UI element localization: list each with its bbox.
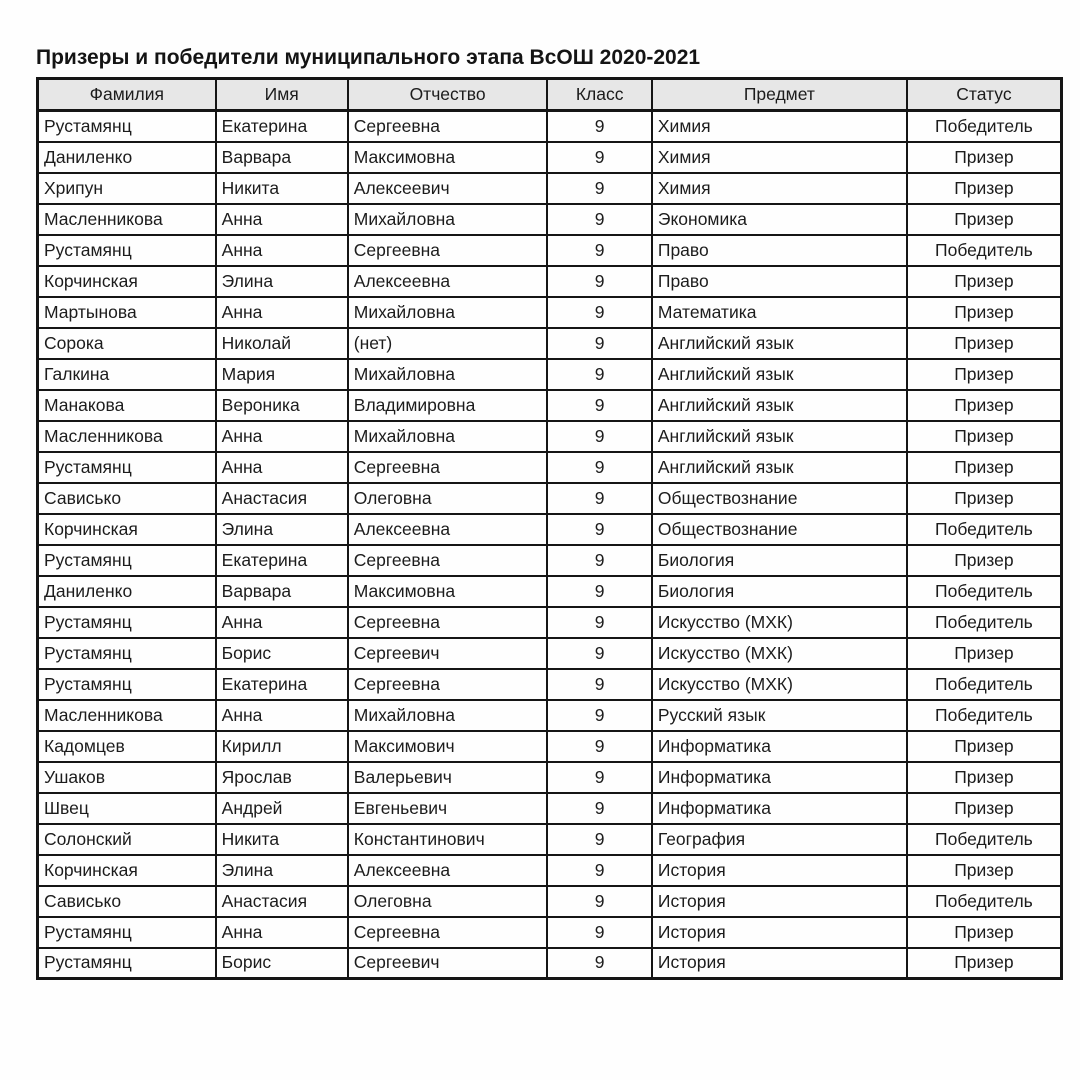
cell-subject: Обществознание bbox=[652, 514, 907, 545]
table-row bbox=[38, 731, 1062, 762]
cell-firstname: Варвара bbox=[216, 142, 348, 173]
cell-surname: Рустамянц bbox=[38, 917, 216, 948]
table-row bbox=[38, 328, 1062, 359]
cell-status: Призер bbox=[907, 297, 1062, 328]
cell-subject: Информатика bbox=[652, 793, 907, 824]
cell-surname: Солонский bbox=[38, 824, 216, 855]
table-row bbox=[38, 545, 1062, 576]
cell-grade: 9 bbox=[547, 545, 651, 576]
results-table bbox=[36, 77, 1063, 980]
cell-surname: Рустамянц bbox=[38, 607, 216, 638]
cell-surname: Рустамянц bbox=[38, 948, 216, 979]
cell-surname: Корчинская bbox=[38, 266, 216, 297]
cell-patronymic: Максимович bbox=[348, 731, 548, 762]
cell-subject: Английский язык bbox=[652, 452, 907, 483]
cell-grade: 9 bbox=[547, 142, 651, 173]
column-header-patronymic: Отчество bbox=[348, 79, 548, 111]
cell-status: Призер bbox=[907, 638, 1062, 669]
column-header-subject: Предмет bbox=[652, 79, 907, 111]
cell-patronymic: Сергеевич bbox=[348, 638, 548, 669]
cell-grade: 9 bbox=[547, 173, 651, 204]
table-row bbox=[38, 669, 1062, 700]
table-body bbox=[38, 111, 1062, 979]
table-row bbox=[38, 514, 1062, 545]
header-row bbox=[38, 79, 1062, 111]
cell-grade: 9 bbox=[547, 359, 651, 390]
table-row bbox=[38, 452, 1062, 483]
cell-firstname: Анна bbox=[216, 297, 348, 328]
table-row bbox=[38, 638, 1062, 669]
table-row bbox=[38, 142, 1062, 173]
cell-subject: Химия bbox=[652, 173, 907, 204]
cell-patronymic: Сергеевич bbox=[348, 948, 548, 979]
cell-patronymic: Сергеевна bbox=[348, 607, 548, 638]
table-row bbox=[38, 204, 1062, 235]
table-row bbox=[38, 793, 1062, 824]
cell-patronymic: Максимовна bbox=[348, 576, 548, 607]
cell-status: Победитель bbox=[907, 235, 1062, 266]
cell-grade: 9 bbox=[547, 855, 651, 886]
cell-patronymic: Сергеевна bbox=[348, 111, 548, 142]
cell-status: Призер bbox=[907, 483, 1062, 514]
cell-status: Призер bbox=[907, 948, 1062, 979]
page-title: Призеры и победители муниципального этапа ВсОШ 2020-2021 bbox=[36, 46, 701, 69]
table-header bbox=[38, 79, 1062, 111]
cell-subject: Искусство (МХК) bbox=[652, 607, 907, 638]
cell-grade: 9 bbox=[547, 731, 651, 762]
cell-patronymic: Константинович bbox=[348, 824, 548, 855]
table-row bbox=[38, 824, 1062, 855]
cell-patronymic: Олеговна bbox=[348, 886, 548, 917]
cell-subject: История bbox=[652, 917, 907, 948]
cell-patronymic: Максимовна bbox=[348, 142, 548, 173]
cell-patronymic: Сергеевна bbox=[348, 545, 548, 576]
cell-patronymic: Михайловна bbox=[348, 204, 548, 235]
cell-subject: Обществознание bbox=[652, 483, 907, 514]
cell-grade: 9 bbox=[547, 576, 651, 607]
cell-firstname: Элина bbox=[216, 266, 348, 297]
cell-patronymic: Алексеевна bbox=[348, 855, 548, 886]
cell-patronymic: (нет) bbox=[348, 328, 548, 359]
cell-subject: Английский язык bbox=[652, 328, 907, 359]
column-header-grade: Класс bbox=[547, 79, 651, 111]
cell-surname: Рустамянц bbox=[38, 545, 216, 576]
table-row bbox=[38, 483, 1062, 514]
cell-status: Призер bbox=[907, 917, 1062, 948]
cell-firstname: Анастасия bbox=[216, 886, 348, 917]
cell-status: Победитель bbox=[907, 111, 1062, 142]
cell-surname: Галкина bbox=[38, 359, 216, 390]
cell-patronymic: Михайловна bbox=[348, 297, 548, 328]
cell-grade: 9 bbox=[547, 793, 651, 824]
cell-status: Победитель bbox=[907, 700, 1062, 731]
cell-subject: История bbox=[652, 948, 907, 979]
cell-subject: Искусство (МХК) bbox=[652, 638, 907, 669]
table-row bbox=[38, 576, 1062, 607]
cell-firstname: Анна bbox=[216, 235, 348, 266]
cell-surname: Мартынова bbox=[38, 297, 216, 328]
cell-surname: Масленникова bbox=[38, 204, 216, 235]
cell-patronymic: Олеговна bbox=[348, 483, 548, 514]
cell-status: Победитель bbox=[907, 576, 1062, 607]
cell-status: Призер bbox=[907, 421, 1062, 452]
cell-patronymic: Владимировна bbox=[348, 390, 548, 421]
table-row bbox=[38, 855, 1062, 886]
cell-grade: 9 bbox=[547, 390, 651, 421]
cell-status: Победитель bbox=[907, 607, 1062, 638]
cell-grade: 9 bbox=[547, 111, 651, 142]
cell-surname: Масленникова bbox=[38, 700, 216, 731]
cell-grade: 9 bbox=[547, 297, 651, 328]
cell-firstname: Кирилл bbox=[216, 731, 348, 762]
cell-surname: Корчинская bbox=[38, 855, 216, 886]
cell-firstname: Варвара bbox=[216, 576, 348, 607]
cell-surname: Кадомцев bbox=[38, 731, 216, 762]
cell-subject: Экономика bbox=[652, 204, 907, 235]
cell-patronymic: Евгеньевич bbox=[348, 793, 548, 824]
cell-subject: Английский язык bbox=[652, 359, 907, 390]
cell-surname: Сависько bbox=[38, 886, 216, 917]
cell-surname: Корчинская bbox=[38, 514, 216, 545]
cell-surname: Ушаков bbox=[38, 762, 216, 793]
cell-firstname: Никита bbox=[216, 173, 348, 204]
table-row bbox=[38, 359, 1062, 390]
cell-status: Призер bbox=[907, 359, 1062, 390]
cell-subject: Искусство (МХК) bbox=[652, 669, 907, 700]
cell-patronymic: Сергеевна bbox=[348, 452, 548, 483]
cell-grade: 9 bbox=[547, 886, 651, 917]
table-row bbox=[38, 886, 1062, 917]
cell-status: Призер bbox=[907, 204, 1062, 235]
cell-grade: 9 bbox=[547, 669, 651, 700]
cell-surname: Сорока bbox=[38, 328, 216, 359]
cell-subject: География bbox=[652, 824, 907, 855]
cell-subject: Биология bbox=[652, 576, 907, 607]
cell-firstname: Элина bbox=[216, 514, 348, 545]
cell-subject: Химия bbox=[652, 111, 907, 142]
table-row bbox=[38, 390, 1062, 421]
cell-subject: Английский язык bbox=[652, 390, 907, 421]
cell-status: Победитель bbox=[907, 669, 1062, 700]
cell-patronymic: Михайловна bbox=[348, 700, 548, 731]
cell-surname: Сависько bbox=[38, 483, 216, 514]
cell-surname: Швец bbox=[38, 793, 216, 824]
cell-status: Призер bbox=[907, 762, 1062, 793]
column-header-status: Статус bbox=[907, 79, 1062, 111]
cell-surname: Рустамянц bbox=[38, 452, 216, 483]
table-row bbox=[38, 607, 1062, 638]
cell-subject: Химия bbox=[652, 142, 907, 173]
cell-status: Призер bbox=[907, 266, 1062, 297]
cell-firstname: Борис bbox=[216, 638, 348, 669]
cell-grade: 9 bbox=[547, 483, 651, 514]
cell-status: Призер bbox=[907, 731, 1062, 762]
cell-surname: Рустамянц bbox=[38, 669, 216, 700]
cell-status: Призер bbox=[907, 173, 1062, 204]
cell-grade: 9 bbox=[547, 917, 651, 948]
cell-subject: История bbox=[652, 886, 907, 917]
cell-grade: 9 bbox=[547, 824, 651, 855]
cell-surname: Рустамянц bbox=[38, 638, 216, 669]
cell-surname: Манакова bbox=[38, 390, 216, 421]
cell-grade: 9 bbox=[547, 204, 651, 235]
cell-firstname: Андрей bbox=[216, 793, 348, 824]
cell-status: Победитель bbox=[907, 514, 1062, 545]
cell-surname: Даниленко bbox=[38, 576, 216, 607]
table-row bbox=[38, 948, 1062, 979]
table-row bbox=[38, 111, 1062, 142]
column-header-firstname: Имя bbox=[216, 79, 348, 111]
cell-patronymic: Михайловна bbox=[348, 421, 548, 452]
cell-status: Призер bbox=[907, 328, 1062, 359]
table-row bbox=[38, 762, 1062, 793]
cell-subject: Право bbox=[652, 266, 907, 297]
cell-surname: Даниленко bbox=[38, 142, 216, 173]
cell-grade: 9 bbox=[547, 700, 651, 731]
table-row bbox=[38, 173, 1062, 204]
cell-grade: 9 bbox=[547, 421, 651, 452]
cell-surname: Масленникова bbox=[38, 421, 216, 452]
cell-subject: Информатика bbox=[652, 762, 907, 793]
cell-firstname: Мария bbox=[216, 359, 348, 390]
cell-firstname: Анна bbox=[216, 700, 348, 731]
cell-status: Победитель bbox=[907, 824, 1062, 855]
cell-patronymic: Сергеевна bbox=[348, 235, 548, 266]
cell-subject: Русский язык bbox=[652, 700, 907, 731]
cell-subject: Право bbox=[652, 235, 907, 266]
cell-firstname: Борис bbox=[216, 948, 348, 979]
cell-patronymic: Михайловна bbox=[348, 359, 548, 390]
cell-firstname: Анна bbox=[216, 452, 348, 483]
cell-firstname: Екатерина bbox=[216, 545, 348, 576]
cell-firstname: Екатерина bbox=[216, 111, 348, 142]
cell-status: Призер bbox=[907, 452, 1062, 483]
cell-grade: 9 bbox=[547, 328, 651, 359]
cell-patronymic: Алексеевна bbox=[348, 266, 548, 297]
cell-grade: 9 bbox=[547, 607, 651, 638]
cell-surname: Рустамянц bbox=[38, 111, 216, 142]
cell-firstname: Анна bbox=[216, 204, 348, 235]
cell-grade: 9 bbox=[547, 235, 651, 266]
table-row bbox=[38, 297, 1062, 328]
cell-subject: Информатика bbox=[652, 731, 907, 762]
cell-firstname: Анна bbox=[216, 421, 348, 452]
cell-patronymic: Алексеевич bbox=[348, 173, 548, 204]
cell-grade: 9 bbox=[547, 948, 651, 979]
cell-grade: 9 bbox=[547, 514, 651, 545]
cell-grade: 9 bbox=[547, 762, 651, 793]
cell-firstname: Николай bbox=[216, 328, 348, 359]
cell-firstname: Анна bbox=[216, 917, 348, 948]
table-row bbox=[38, 917, 1062, 948]
cell-grade: 9 bbox=[547, 452, 651, 483]
cell-surname: Рустамянц bbox=[38, 235, 216, 266]
cell-subject: Биология bbox=[652, 545, 907, 576]
cell-status: Призер bbox=[907, 793, 1062, 824]
cell-surname: Хрипун bbox=[38, 173, 216, 204]
cell-patronymic: Сергеевна bbox=[348, 669, 548, 700]
cell-firstname: Никита bbox=[216, 824, 348, 855]
cell-firstname: Вероника bbox=[216, 390, 348, 421]
cell-status: Призер bbox=[907, 855, 1062, 886]
cell-status: Призер bbox=[907, 142, 1062, 173]
cell-firstname: Ярослав bbox=[216, 762, 348, 793]
column-header-surname: Фамилия bbox=[38, 79, 216, 111]
table-row bbox=[38, 700, 1062, 731]
cell-patronymic: Алексеевна bbox=[348, 514, 548, 545]
cell-subject: История bbox=[652, 855, 907, 886]
cell-firstname: Анна bbox=[216, 607, 348, 638]
cell-patronymic: Сергеевна bbox=[348, 917, 548, 948]
cell-subject: Английский язык bbox=[652, 421, 907, 452]
table-row bbox=[38, 235, 1062, 266]
cell-grade: 9 bbox=[547, 638, 651, 669]
cell-grade: 9 bbox=[547, 266, 651, 297]
table-row bbox=[38, 421, 1062, 452]
cell-firstname: Элина bbox=[216, 855, 348, 886]
cell-status: Победитель bbox=[907, 886, 1062, 917]
cell-firstname: Екатерина bbox=[216, 669, 348, 700]
cell-status: Призер bbox=[907, 545, 1062, 576]
cell-firstname: Анастасия bbox=[216, 483, 348, 514]
table-row bbox=[38, 266, 1062, 297]
cell-status: Призер bbox=[907, 390, 1062, 421]
cell-patronymic: Валерьевич bbox=[348, 762, 548, 793]
cell-subject: Математика bbox=[652, 297, 907, 328]
